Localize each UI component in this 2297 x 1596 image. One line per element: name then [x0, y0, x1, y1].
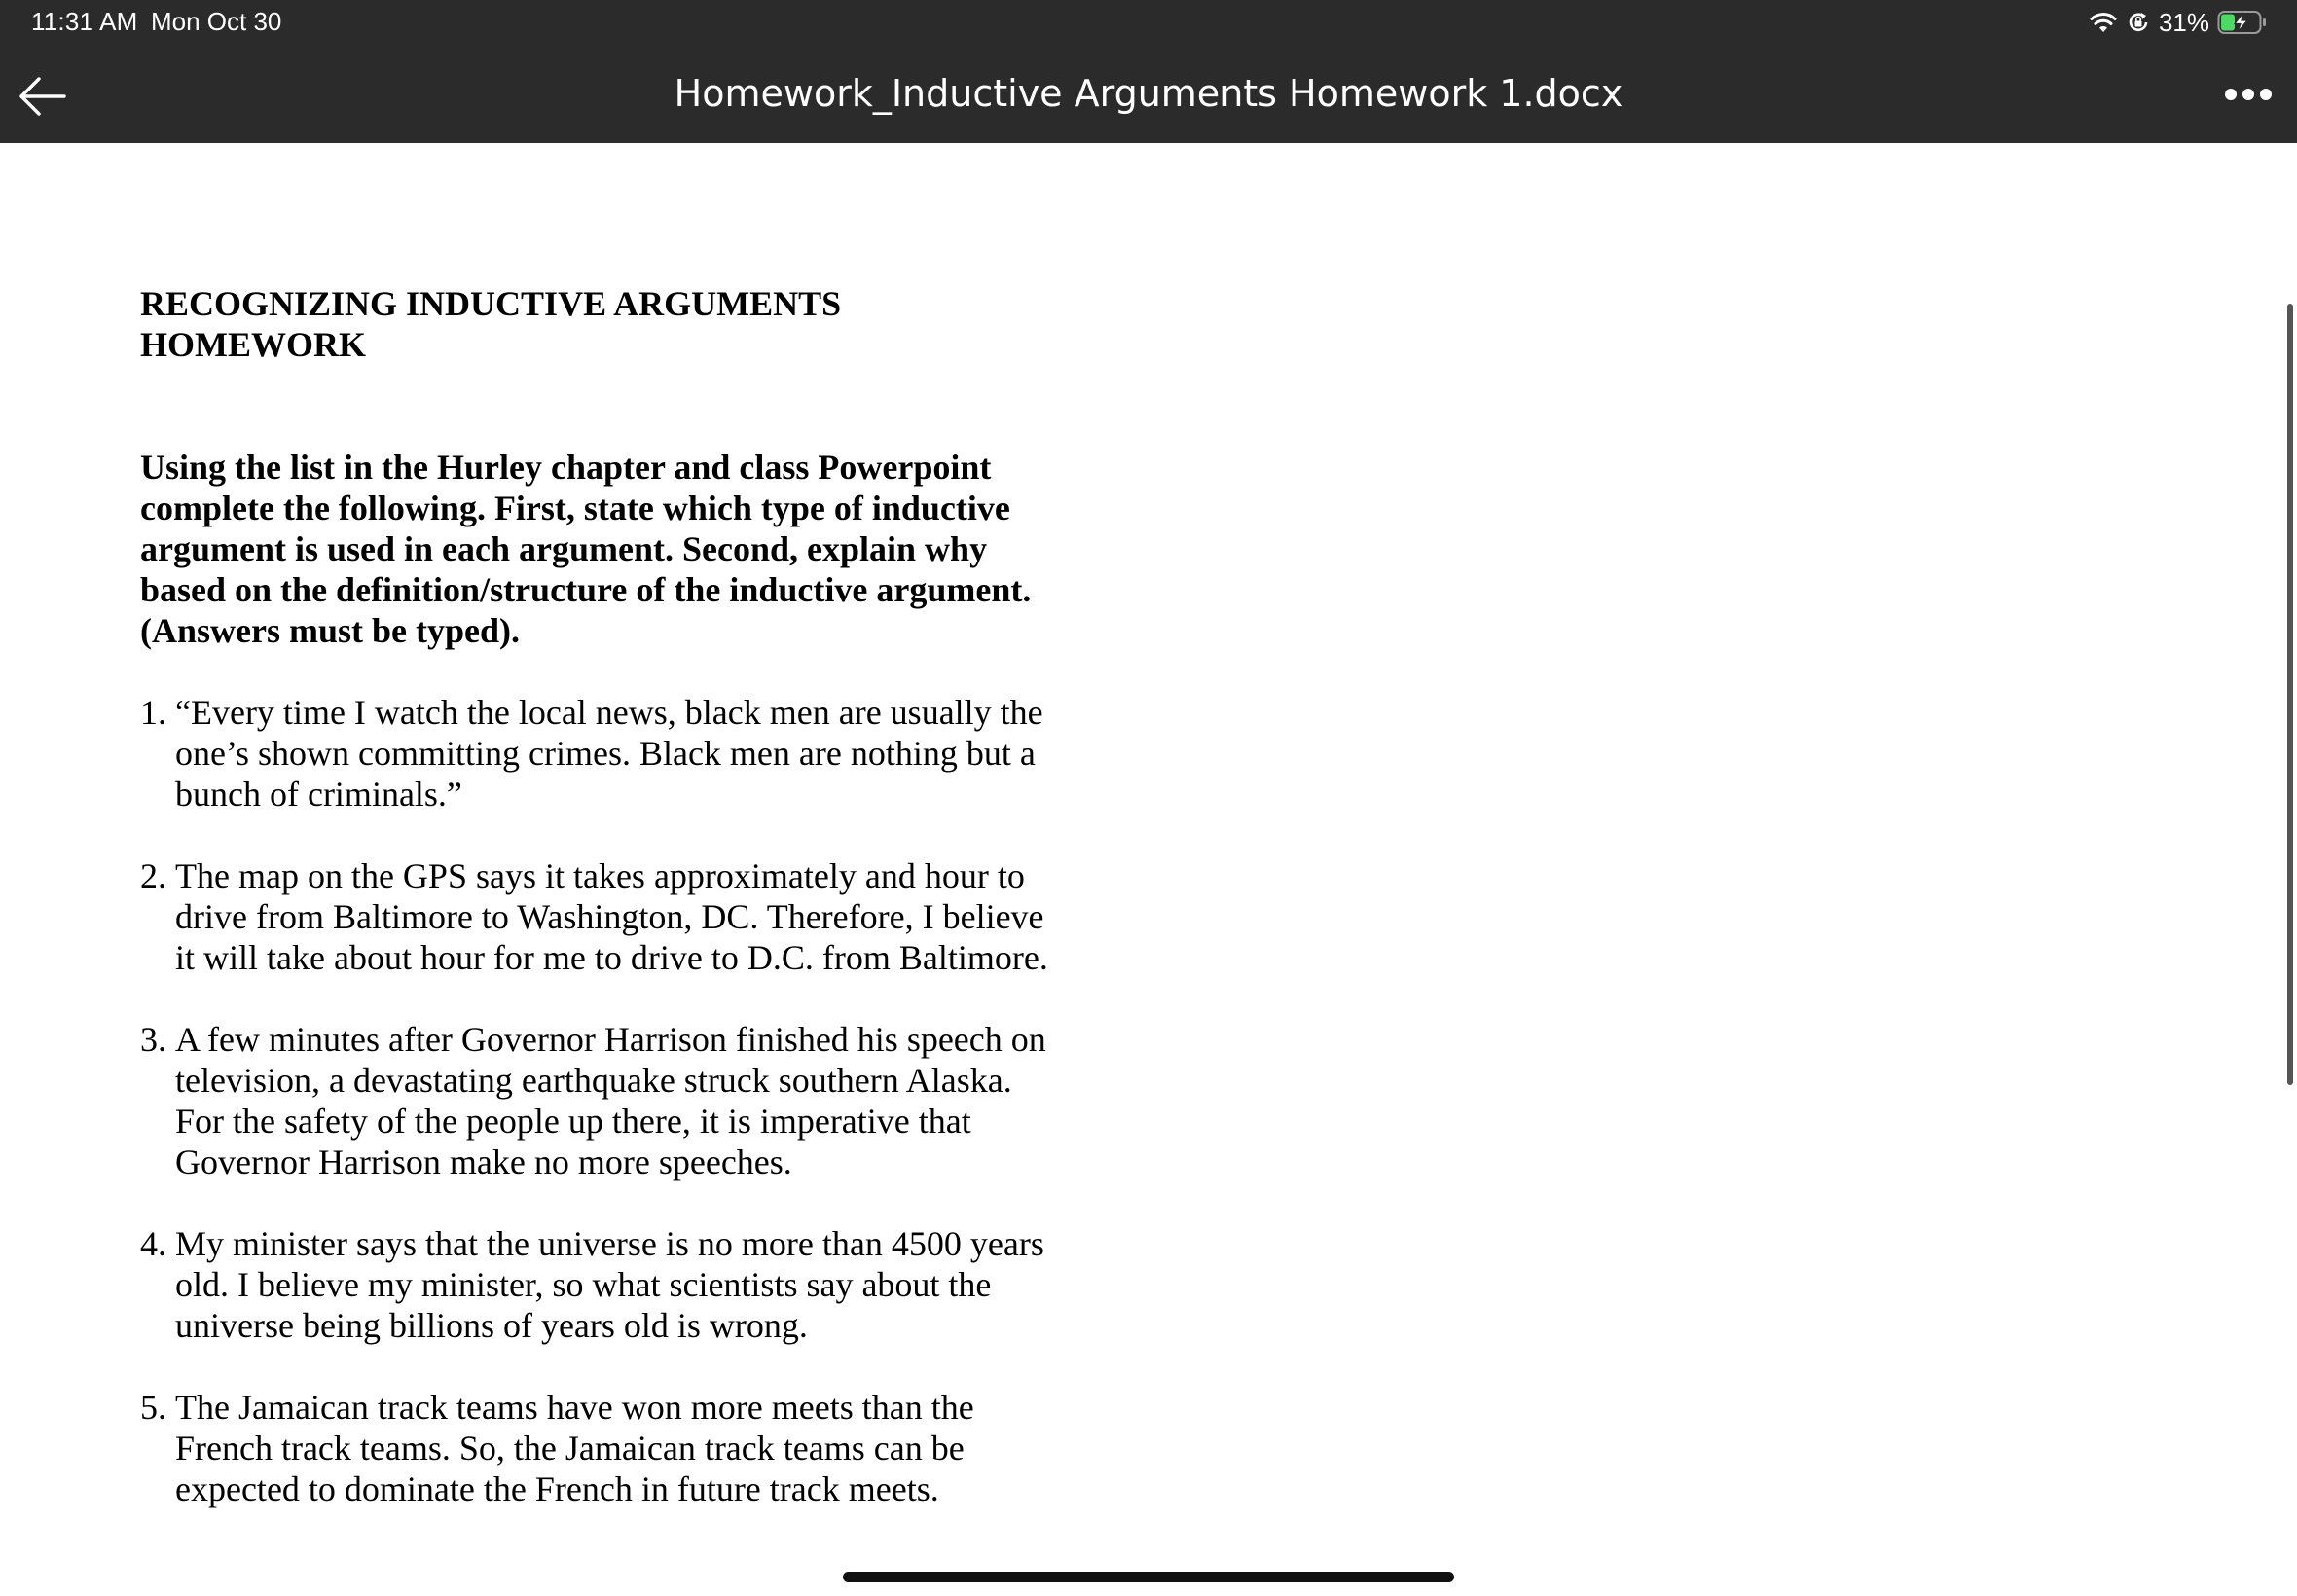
question-item — [140, 1019, 1065, 1182]
status-time: 11:31 AM — [31, 7, 138, 36]
battery-percentage: 31% — [2158, 7, 2209, 37]
question-item — [140, 1387, 1065, 1509]
document-title: Homework_Inductive Arguments Homework 1.docx — [674, 72, 1623, 115]
question-list — [140, 692, 1065, 1509]
question-item — [140, 1223, 1065, 1346]
question-number: 5. — [140, 1388, 166, 1427]
wifi-icon — [2089, 11, 2118, 34]
document-heading: RECOGNIZING INDUCTIVE ARGUMENTS HOMEWORK — [140, 284, 842, 364]
more-options-icon — [2223, 88, 2274, 101]
status-date: Mon Oct 30 — [151, 7, 282, 36]
question-text: My minister says that the universe is no more than 4500 years old. I believe my minister, so what scientists say about the universe being billions of years old is wrong. — [175, 1224, 1044, 1345]
status-icons — [2089, 6, 2268, 39]
question-number: 4. — [140, 1224, 166, 1263]
document-instructions: Using the list in the Hurley chapter and class Powerpoint complete the following. First, state which type of inductive argument is used in each argument. Second, explain why based on the definition/structure of the inductive argument. (Answers must be typed). — [140, 448, 1032, 650]
more-options-button[interactable] — [2219, 78, 2278, 111]
question-text: A few minutes after Governor Harrison finished his speech on television, a devastating earthquake struck southern Alaska. For the safety of the people up there, it is imperative that Governor Harrison make no more speeches. — [175, 1020, 1046, 1181]
document-viewer[interactable] — [0, 143, 2297, 1596]
question-text: “Every time I watch the local news, black men are usually the one’s shown committing crimes. Black men are nothing but a bunch of criminals.” — [175, 693, 1043, 814]
question-number: 3. — [140, 1020, 166, 1059]
question-text: The Jamaican track teams have won more meets than the French track teams. So, the Jamaican track teams can be expected to dominate the French in future track meets. — [175, 1388, 974, 1508]
document-page — [140, 283, 1065, 1550]
home-indicator[interactable] — [843, 1572, 1454, 1582]
top-bar — [0, 0, 2297, 143]
question-item — [140, 855, 1065, 978]
orientation-lock-icon — [2126, 10, 2151, 35]
vertical-scrollbar[interactable] — [2287, 304, 2293, 1085]
question-item — [140, 692, 1065, 815]
question-text: The map on the GPS says it takes approximately and hour to drive from Baltimore to Washington, DC. Therefore, I believe it will take about hour for me to drive to D.C. from Baltimore. — [175, 856, 1048, 977]
battery-charging-icon — [2217, 10, 2268, 35]
question-number: 2. — [140, 856, 166, 895]
question-number: 1. — [140, 693, 166, 732]
